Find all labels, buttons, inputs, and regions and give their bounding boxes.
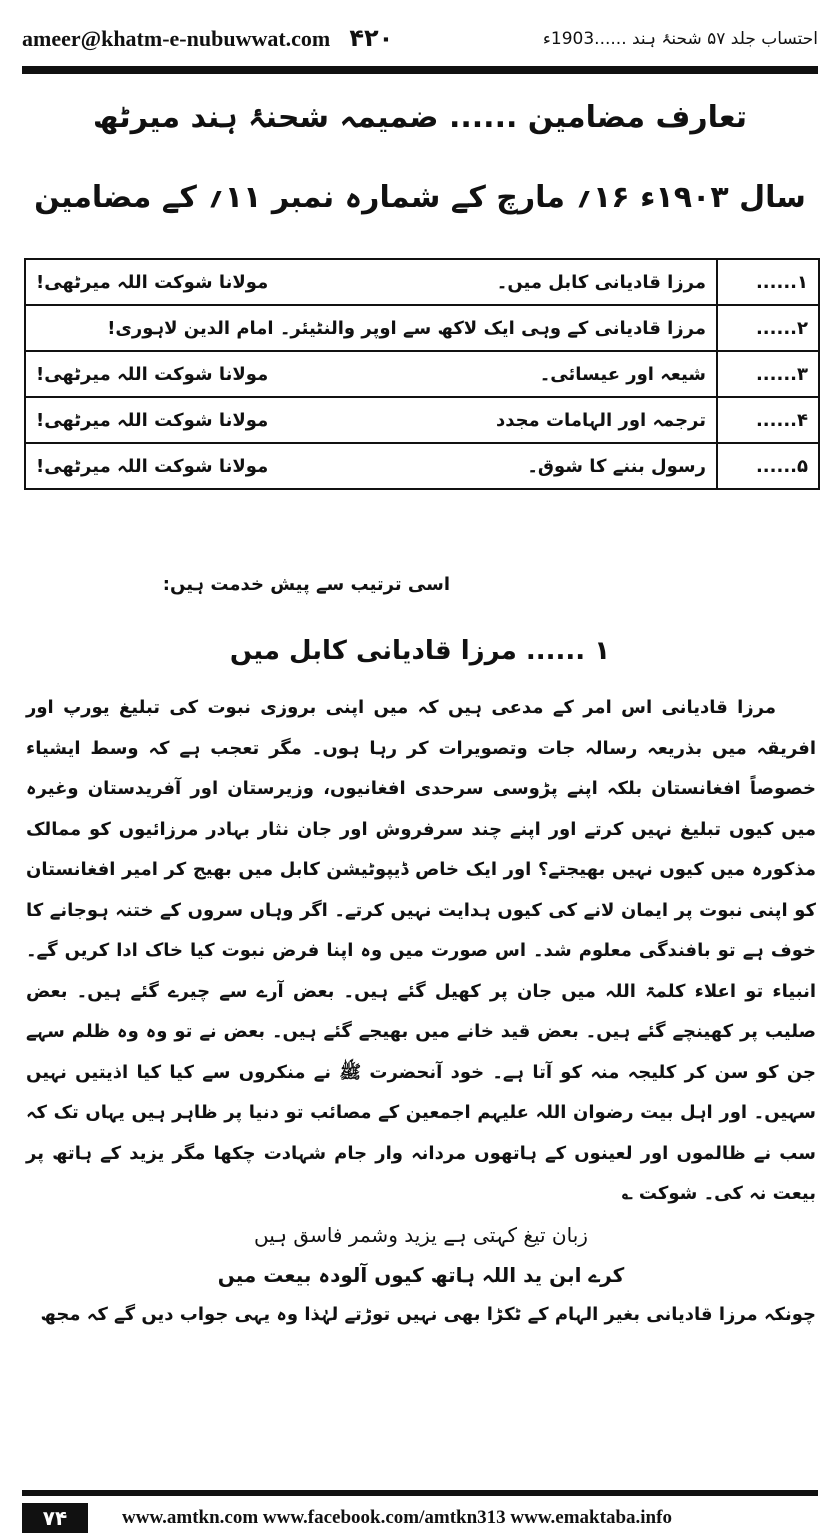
page-number: ۴۲۰ — [349, 24, 394, 52]
page-header — [22, 18, 818, 58]
page-footer — [22, 1500, 818, 1536]
toc-number: ۲...... — [717, 305, 819, 351]
intro-text: اسی ترتیب سے پیش خدمت ہیں: — [162, 574, 450, 595]
toc-number: ۴...... — [717, 397, 819, 443]
toc-entry — [25, 351, 717, 397]
toc-title: مرزا قادیانی کے وہی ایک لاکھ سے اوپر والنٹیئر۔ امام الدین لاہوری! — [107, 317, 706, 339]
toc-author: مولانا شوکت اللہ میرٹھی! — [36, 363, 269, 385]
toc-author: مولانا شوکت اللہ میرٹھی! — [36, 409, 269, 431]
toc-title: شیعہ اور عیسائی۔ — [539, 363, 706, 385]
toc-title: رسول بننے کا شوق۔ — [527, 455, 706, 477]
book-info: احتساب جلد ۵۷ شحنۂ ہند ......1903ء — [542, 28, 818, 49]
poetry-line-2: کرے ابن ید اللہ ہاتھ کیوں آلودہ بیعت میں — [217, 1262, 625, 1287]
toc-row — [25, 351, 819, 397]
body-paragraph: مرزا قادیانی اس امر کے مدعی ہیں کہ میں اپنی بروزی نبوت کی تبلیغ یورپ اور افریقہ میں بذریعہ رسالہ جات وتصویرات کر رہا ہوں۔ مگر تعجب ہے کہ وسط ایشیاء خصوصاً افغانستان بلکہ اپنے پڑوسی سرحدی افغانیوں، وزیرستان اور آفریدستان وغیرہ میں کیوں تبلیغ نہیں کرتے اور اپنے چند سرفروش اور جان نثار بہادر مرزائیوں کو ممالک مذکورہ میں کیوں نہیں بھیجتے؟ اور ایک خاص ڈیپوٹیشن کابل میں بھیج کر امیر افغانستان کو اپنی نبوت پر ایمان لانے کی کیوں ہدایت نہیں کرتے۔ اگر وہاں سروں کے ختنہ ہوجانے کا خوف ہے تو بافندگی معلوم شد۔ اس صورت میں وہ اپنا فرض نبوت کیا خاک ادا کریں گے۔ انبیاء تو اعلاء کلمۃ اللہ میں جان پر کھیل گئے ہیں۔ بعض آرے سے چیرے گئے ہیں۔ بعض صلیب پر کھینچے گئے ہیں۔ بعض قید خانے میں بھیجے گئے ہیں۔ بعض نے تو وہ وہ ظلم سہے جن کو سن کر کلیجہ منہ کو آتا ہے۔ خود آنحضرت ﷺ نے منکروں سے کیا کیا اذیتیں نہیں سہیں۔ اور اہل بیت رضوان اللہ علیہم اجمعین کے مصائب تو دنیا پر ظاہر ہیں یہاں تک کہ سب نے ظالموں اور لعینوں کے ہاتھوں مردانہ وار جام شہادت چکھا مگر یزید کے ہاتھ پر بیعت نہ کی۔ شوکت ؎ — [26, 697, 816, 1204]
footer-links: www.amtkn.com www.facebook.com/amtkn313 www.emaktaba.info — [122, 1507, 672, 1528]
article-body — [26, 688, 816, 1335]
toc-title: مرزا قادیانی کابل میں۔ — [496, 271, 706, 293]
toc-title: ترجمہ اور الہامات مجدد — [495, 409, 706, 431]
main-title: تعارف مضامین ...... ضمیمہ شحنۂ ہند میرٹھ — [92, 100, 748, 135]
sub-title: سال ۱۹۰۳ء ۱۶؍ مارچ کے شمارہ نمبر ۱۱؍ کے مضامین — [34, 180, 806, 215]
header-left — [22, 24, 393, 52]
toc-entry — [25, 397, 717, 443]
toc-author: مولانا شوکت اللہ میرٹھی! — [36, 455, 269, 477]
contents-table — [24, 258, 820, 490]
toc-author: مولانا شوکت اللہ میرٹھی! — [36, 271, 269, 293]
toc-row — [25, 305, 819, 351]
continuation-line: چونکہ مرزا قادیانی بغیر الہام کے ٹکڑا بھی نہیں توڑتے لہٰذا وہ یہی جواب دیں گے کہ مجھ — [40, 1303, 816, 1325]
toc-entry — [25, 305, 717, 351]
toc-entry — [25, 259, 717, 305]
toc-number: ۳...... — [717, 351, 819, 397]
footer-page-box: ۷۴ — [22, 1503, 88, 1533]
poetry-line-1: زبان تیغ کہتی ہے یزید وشمر فاسق ہیں — [254, 1222, 588, 1247]
toc-row — [25, 397, 819, 443]
footer-rule — [22, 1490, 818, 1496]
toc-row — [25, 259, 819, 305]
toc-number: ۵...... — [717, 443, 819, 489]
email-address: ameer@khatm-e-nubuwwat.com — [22, 26, 331, 51]
toc-entry — [25, 443, 717, 489]
toc-row — [25, 443, 819, 489]
section-title: ۱ ...... مرزا قادیانی کابل میں — [229, 636, 611, 666]
header-rule — [22, 66, 818, 74]
toc-number: ۱...... — [717, 259, 819, 305]
